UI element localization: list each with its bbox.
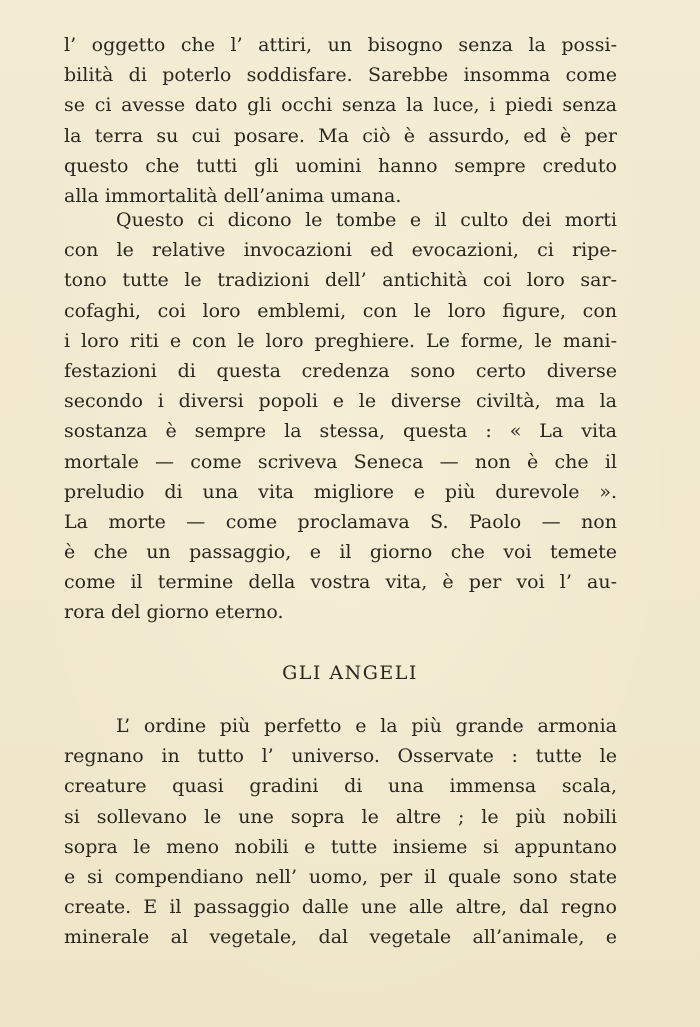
text-line: tono tutte le tradizioni dell’ antichità coi loro sar- (64, 269, 617, 292)
text-line: la terra su cui posare. Ma ciò è assurdo, ed è per (64, 124, 617, 147)
text-line: regnano in tutto l’ universo. Osservate : tutte le (64, 745, 617, 768)
text-line: con le relative invocazioni ed evocazioni, ci ripe- (64, 239, 617, 262)
text-line: creature quasi gradini di una immensa scala, (64, 775, 617, 798)
text-line: festazioni di questa credenza sono certo diverse (64, 359, 617, 382)
text-line: secondo i diversi popoli e le diverse civiltà, ma la (64, 390, 617, 413)
text-line: Questo ci dicono le tombe e il culto dei morti (116, 209, 617, 231)
text-line: sopra le meno nobili e tutte insieme si appuntano (64, 835, 617, 858)
text-line: i loro riti e con le loro preghiere. Le forme, le mani- (64, 329, 617, 352)
paragraph-order (64, 711, 617, 953)
text-line: si sollevano le une sopra le altre ; le più nobili (64, 805, 617, 828)
text-line: sostanza è sempre la stessa, questa : « La vita (64, 420, 617, 443)
text-line: l’ oggetto che l’ attiri, un bisogno senza la possi- (64, 34, 617, 56)
paragraph-continuation (64, 30, 617, 211)
text-line: create. E il passaggio dalle une alle altre, dal regno (64, 896, 617, 919)
text-line: come il termine della vostra vita, è per voi l’ au- (64, 571, 617, 594)
text-line: è che un passaggio, e il giorno che voi temete (64, 541, 617, 564)
text-line: questo che tutti gli uomini hanno sempre creduto (64, 154, 617, 177)
text-line: bilità di poterlo soddisfare. Sarebbe insomma come (64, 64, 617, 87)
text-line: se ci avesse dato gli occhi senza la luce, i piedi senza (64, 94, 617, 117)
text-line: mortale — come scriveva Seneca — non è che il (64, 450, 617, 473)
text-line: e si compendiano nell’ uomo, per il quale sono state (64, 865, 617, 888)
text-line: L’ ordine più perfetto e la più grande armonia (116, 715, 617, 737)
text-line: rora del giorno eterno. (64, 601, 284, 624)
section-heading: GLI ANGELI (282, 662, 418, 684)
text-line: minerale al vegetale, dal vegetale all’animale, e (64, 926, 617, 949)
text-line: alla immortalità dell’anima umana. (64, 184, 402, 207)
text-line: cofaghi, coi loro emblemi, con le loro figure, con (64, 299, 617, 322)
text-line: La morte — come proclamava S. Paolo — non (64, 510, 617, 533)
text-line: preludio di una vita migliore e più durevole ». (64, 480, 617, 503)
paragraph-tombs (64, 205, 617, 628)
